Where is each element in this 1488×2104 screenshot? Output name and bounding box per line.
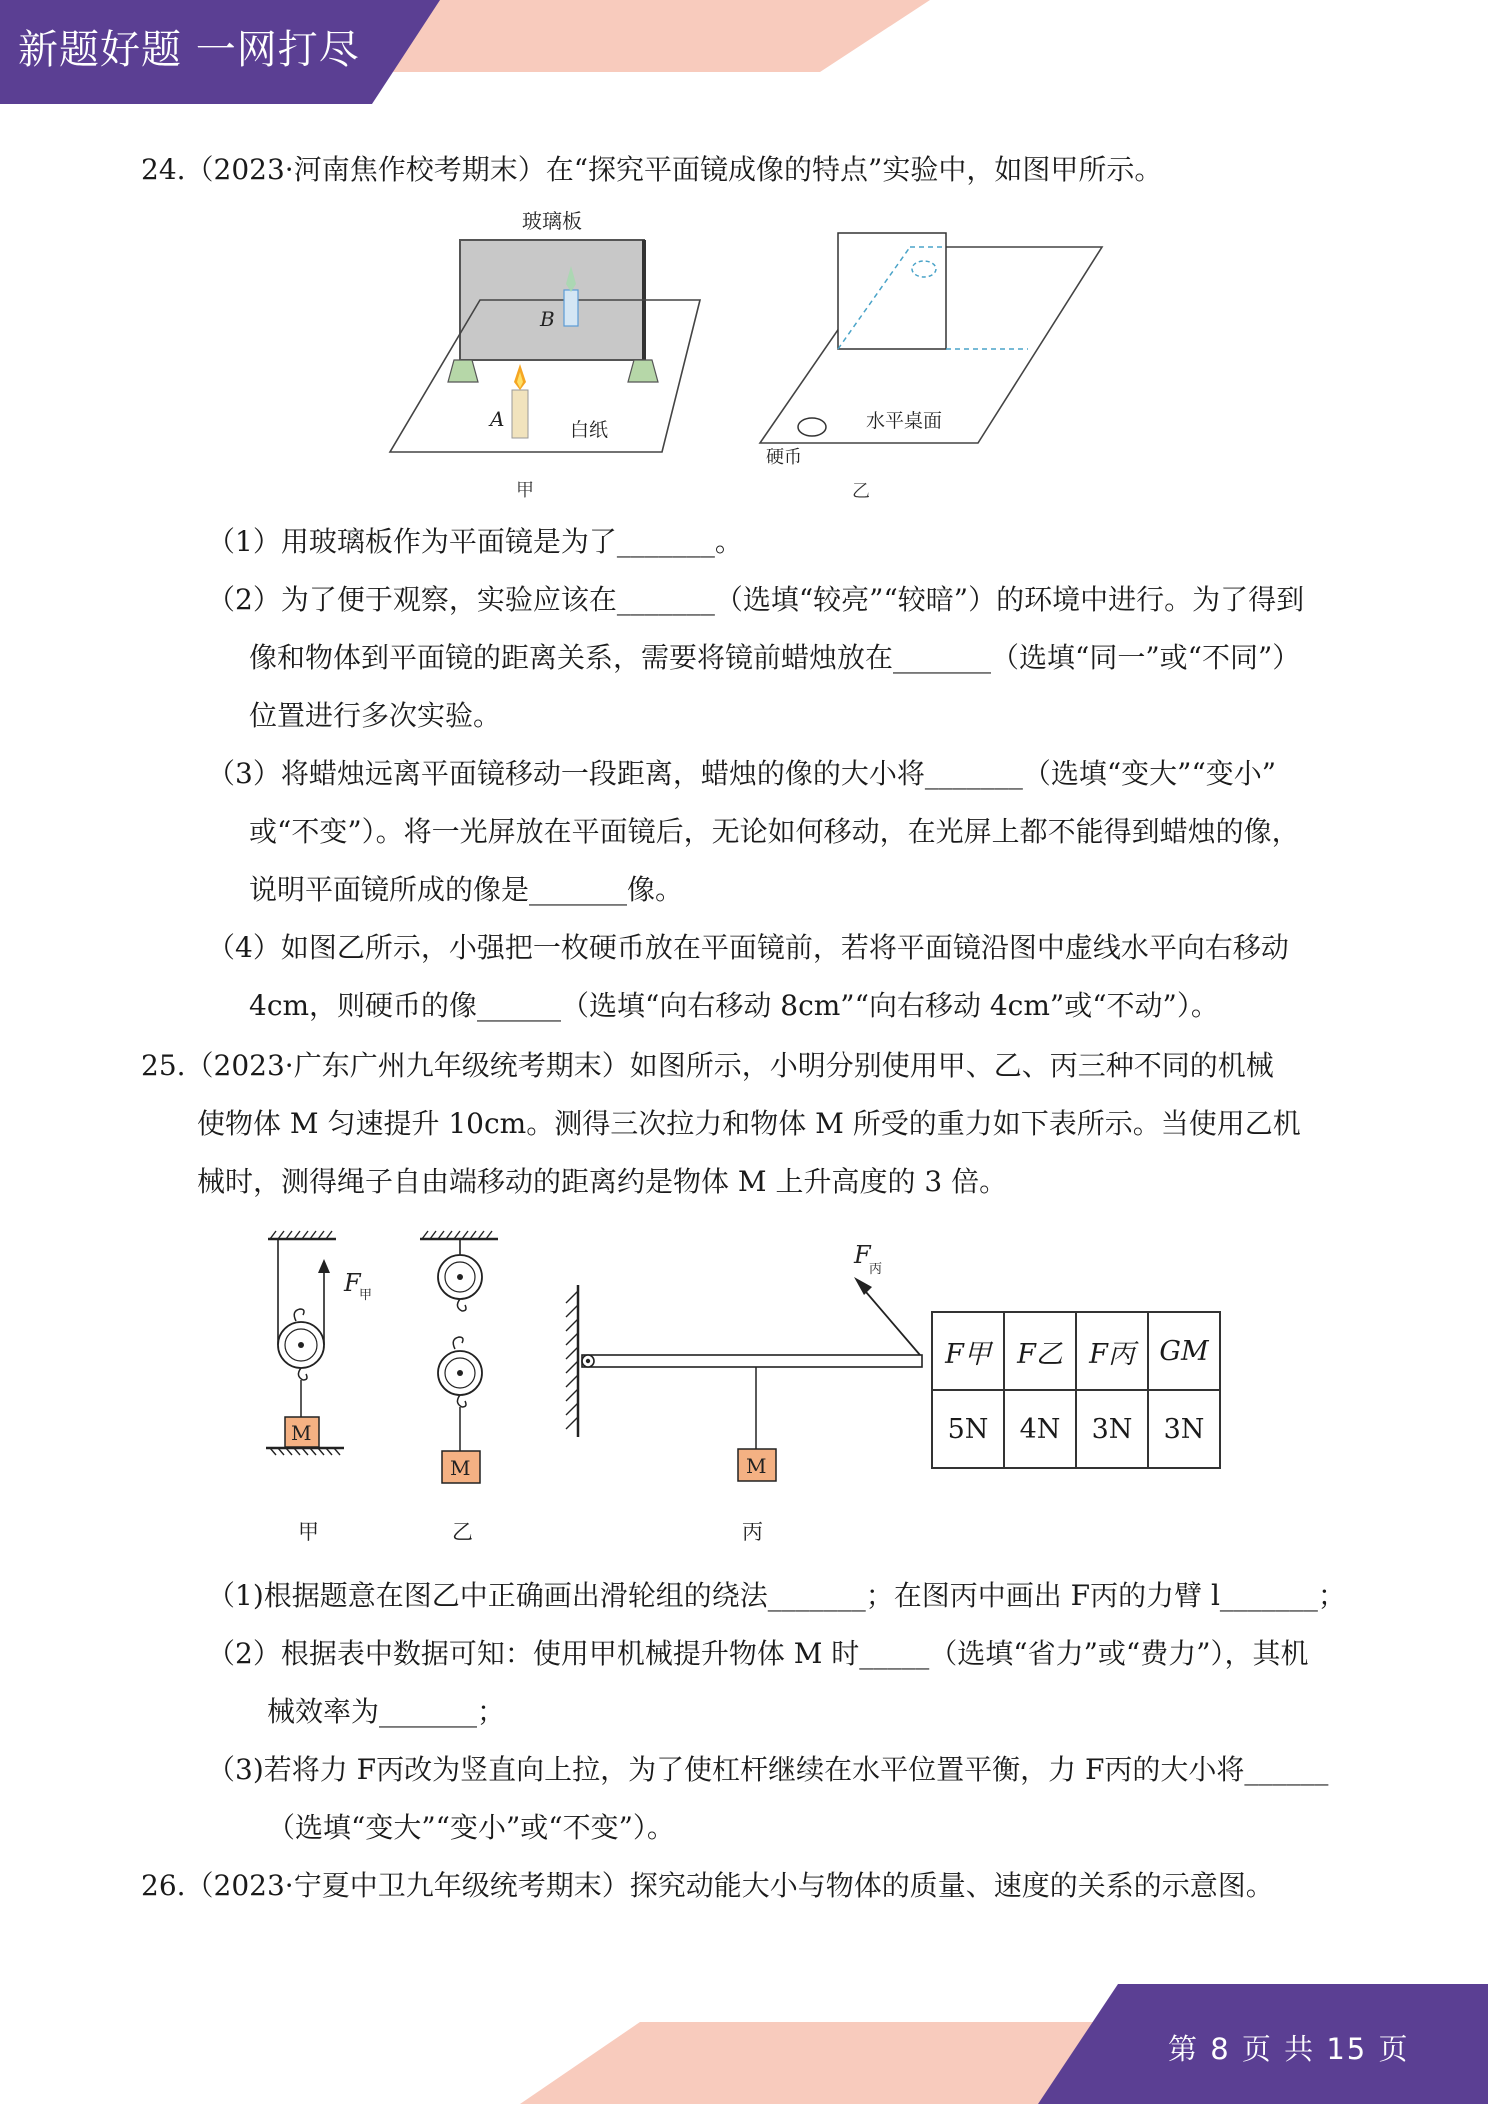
label-f-bing: F (854, 1241, 871, 1269)
table-cell: 5N (932, 1390, 1004, 1468)
q25-line2: 使物体 M 匀速提升 10cm。测得三次拉力和物体 M 所受的重力如下表所示。当使用乙机 (197, 1107, 1301, 1140)
coin (798, 418, 826, 436)
q24-part2-line1: （2）为了便于观察，实验应该在_______（选填“较亮”“较暗”）的环境中进行。为了得到 (207, 583, 1305, 616)
table-header-cell: F甲 (932, 1312, 1004, 1390)
q24-part3-line1: （3）将蜡烛远离平面镜移动一段距离，蜡烛的像的大小将_______（选填“变大”“变小” (207, 757, 1277, 790)
figure-machines (260, 1225, 940, 1555)
table-row (932, 1390, 1220, 1468)
plane-mirror (838, 233, 946, 349)
label-table: 水平桌面 (866, 410, 943, 432)
q24-part2-line3: 位置进行多次实验。 (249, 699, 502, 732)
q24-part4-line1: （4）如图乙所示，小强把一枚硬币放在平面镜前，若将平面镜沿图中虚线水平向右移动 (207, 931, 1289, 964)
table-header-cell: GM (1148, 1312, 1220, 1390)
q25-part2-line2: 械效率为_______； (267, 1695, 506, 1728)
caption-yi-machine: 乙 (452, 1520, 473, 1544)
q25-part1: （1)根据题意在图乙中正确画出滑轮组的绕法_______；在图丙中画出 F丙的力臂 l_______； (207, 1579, 1346, 1612)
caption-jia: 甲 (516, 480, 534, 501)
table-header-cell: F乙 (1004, 1312, 1076, 1390)
candle-b (564, 290, 578, 326)
label-glass-plate: 玻璃板 (522, 209, 582, 233)
table-header-cell: F丙 (1076, 1312, 1148, 1390)
q24-heading: 24.（2023·河南焦作校考期末）在“探究平面镜成像的特点”实验中，如图甲所示。 (141, 153, 1163, 186)
q26-heading: 26.（2023·宁夏中卫九年级统考期末）探究动能大小与物体的质量、速度的关系的示意图。 (141, 1869, 1274, 1902)
label-coin: 硬币 (766, 447, 802, 468)
page-number: 第 8 页 共 15 页 (1168, 2032, 1410, 2066)
header-title: 新题好题 一网打尽 (18, 27, 360, 73)
q24-part1: （1）用玻璃板作为平面镜是为了_______。 (207, 525, 743, 558)
label-white-paper: 白纸 (570, 419, 609, 441)
table-header-row (932, 1312, 1220, 1390)
lever-bar (582, 1355, 922, 1367)
table-cell: 3N (1148, 1390, 1220, 1468)
q25-part3-line2: （选填“变大”“变小”或“不变”）。 (267, 1811, 675, 1844)
svg-text:M: M (746, 1454, 767, 1478)
figure-coin-mirror (750, 225, 1110, 510)
q24-part3-line2: 或“不变”）。将一光屏放在平面镜后，无论如何移动，在光屏上都不能得到蜡烛的像， (249, 815, 1300, 848)
q25-heading: 25.（2023·广东广州九年级统考期末）如图所示，小明分别使用甲、乙、丙三种不同的机械 (141, 1049, 1274, 1082)
caption-bing-machine: 丙 (742, 1520, 763, 1544)
svg-text:M: M (450, 1456, 471, 1480)
label-f-jia: F (344, 1269, 361, 1297)
caption-yi: 乙 (852, 481, 870, 502)
label-b: B (540, 307, 555, 331)
force-table (931, 1311, 1221, 1469)
table-cell: 4N (1004, 1390, 1076, 1468)
q24-part3-line3: 说明平面镜所成的像是_______像。 (249, 873, 684, 906)
q25-part3-line1: （3)若将力 F丙改为竖直向上拉，为了使杠杆继续在水平位置平衡，力 F丙的大小将______ (207, 1753, 1329, 1786)
table-cell: 3N (1076, 1390, 1148, 1468)
caption-jia-machine: 甲 (298, 1520, 319, 1544)
svg-text:甲: 甲 (359, 1288, 373, 1303)
label-a: A (490, 407, 505, 431)
q24-part2-line2: 像和物体到平面镜的距离关系，需要将镜前蜡烛放在_______（选填“同一”或“不同”） (249, 641, 1301, 674)
figure-mirror-experiment (380, 200, 720, 510)
q25-part2-line1: （2）根据表中数据可知：使用甲机械提升物体 M 时_____（选填“省力”或“费力”），其机 (207, 1637, 1309, 1670)
svg-text:丙: 丙 (869, 1262, 883, 1277)
q24-part4-line2: 4cm，则硬币的像______（选填“向右移动 8cm”“向右移动 4cm”或“不动”）。 (249, 989, 1219, 1022)
q25-line3: 械时，测得绳子自由端移动的距离约是物体 M 上升高度的 3 倍。 (197, 1165, 1008, 1198)
svg-text:M: M (291, 1421, 312, 1445)
